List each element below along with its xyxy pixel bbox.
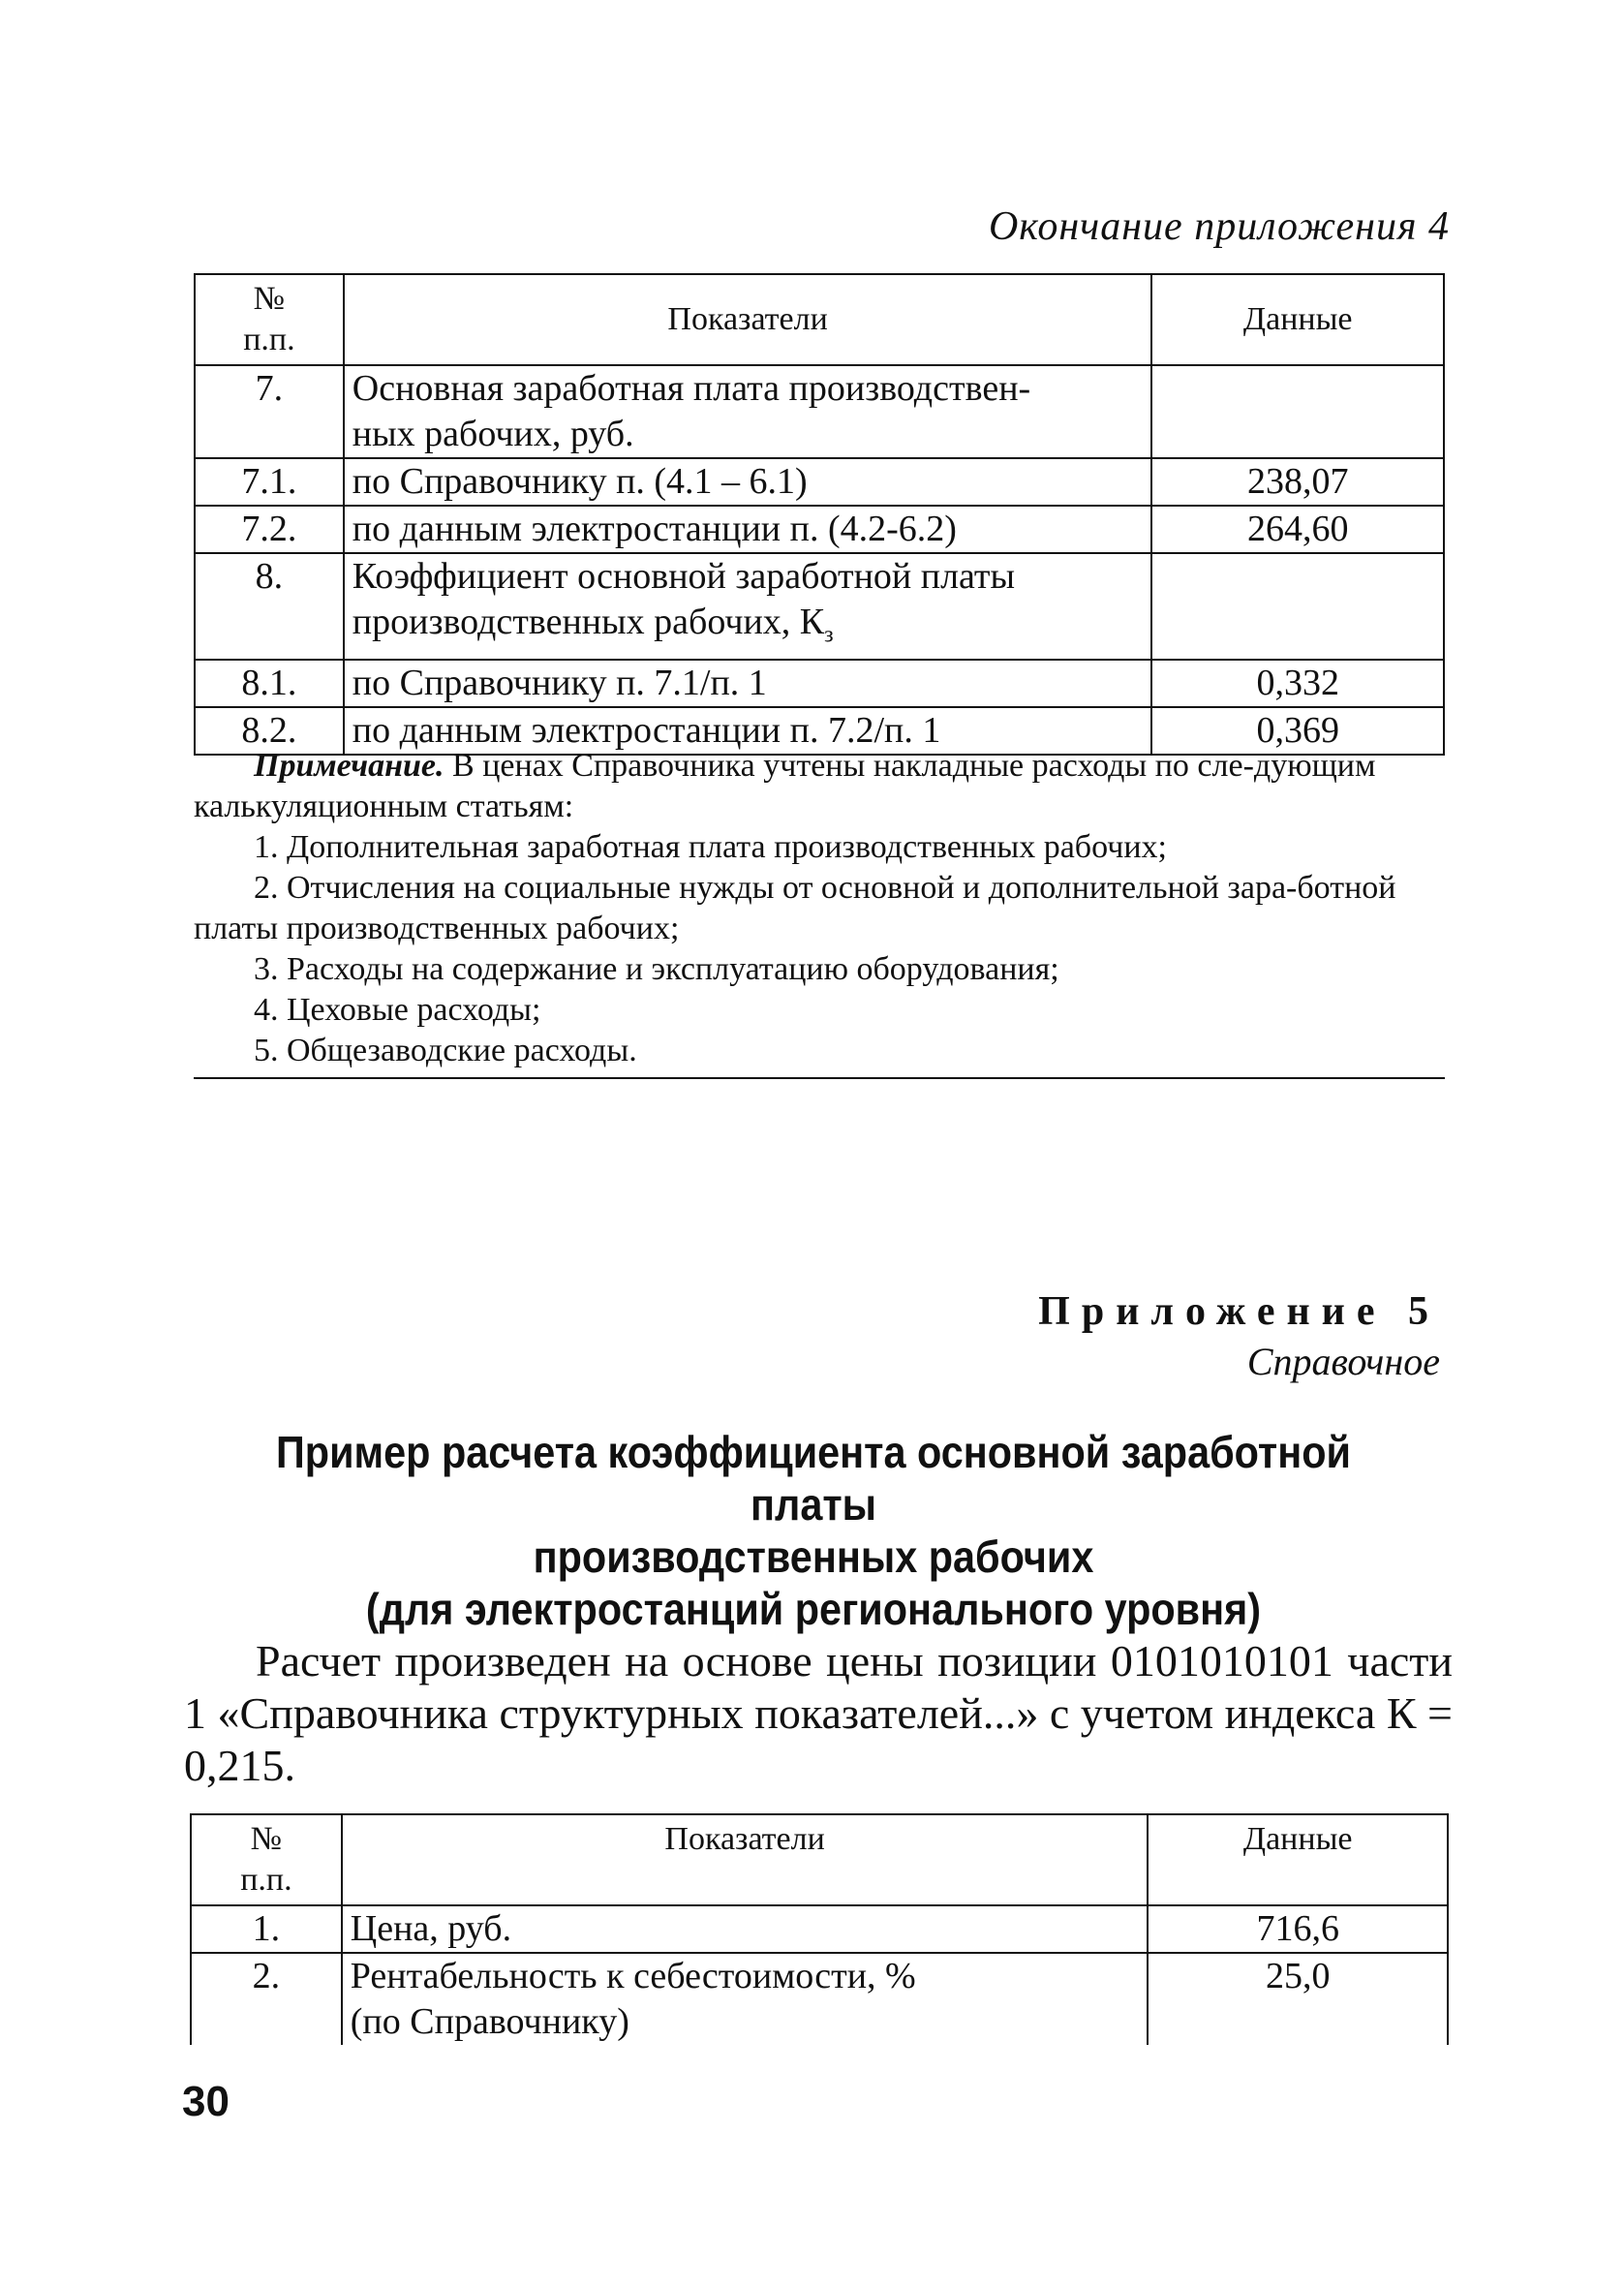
heading-line-2: производственных рабочих <box>533 1531 1094 1582</box>
row-indicator: Рентабельность к себестоимости, % (по Справочнику) <box>342 1953 1149 2045</box>
row-value: 0,369 <box>1151 707 1444 755</box>
table-1 <box>194 273 1445 756</box>
appendix-subtitle: Справочное <box>1246 1340 1440 1383</box>
divider <box>194 1077 1445 1079</box>
row-indicator-text: Коэффициент основной заработной платы производственных рабочих, К <box>352 556 1016 642</box>
continuation-title: Окончание приложения 4 <box>988 204 1450 249</box>
body-paragraph-text: Расчет произведен на основе цены позиции 0101010101 части 1 «Справочника структурных показателей...» с учетом индекса К = 0,215. <box>184 1636 1453 1790</box>
row-indicator: по данным электростанции п. 7.2/п. 1 <box>344 707 1152 755</box>
row-num: 8. <box>195 553 344 660</box>
row-indicator: по Справочнику п. 7.1/п. 1 <box>344 660 1152 707</box>
row-num: 8.2. <box>195 707 344 755</box>
row-indicator <box>344 553 1152 660</box>
col-header-num: № п.п. <box>195 274 344 365</box>
note-item: 5. Общезаводские расходы. <box>254 1033 637 1068</box>
table-2 <box>190 1813 1449 2045</box>
row-num: 7.1. <box>195 458 344 506</box>
row-indicator: по данным электростанции п. (4.2-6.2) <box>344 506 1152 553</box>
heading-line-1: Пример расчета коэффициента основной заработной платы <box>276 1427 1351 1530</box>
page-number: 30 <box>182 2078 230 2125</box>
col-header-indicator: Показатели <box>344 274 1152 365</box>
row-value <box>1151 365 1444 458</box>
row-num: 1. <box>191 1905 342 1953</box>
table-row <box>195 458 1444 506</box>
section-heading <box>212 1426 1415 1635</box>
row-value: 0,332 <box>1151 660 1444 707</box>
col-header-value: Данные <box>1148 1814 1448 1905</box>
note-item: 4. Цеховые расходы; <box>254 992 541 1028</box>
row-num: 2. <box>191 1953 342 2045</box>
row-value: 716,6 <box>1148 1905 1448 1953</box>
table-row <box>195 365 1444 458</box>
table-row <box>191 1905 1448 1953</box>
table-row <box>195 506 1444 553</box>
row-indicator: Цена, руб. <box>342 1905 1149 1953</box>
table-row <box>195 660 1444 707</box>
table-row <box>191 1953 1448 2045</box>
body-paragraph <box>184 1635 1453 1792</box>
note <box>194 746 1443 827</box>
heading-line-3: (для электростанций регионального уровня) <box>365 1584 1262 1634</box>
row-num: 7.2. <box>195 506 344 553</box>
row-value: 238,07 <box>1151 458 1444 506</box>
table-2-header <box>191 1814 1448 1905</box>
col-header-indicator: Показатели <box>342 1814 1149 1905</box>
row-value: 25,0 <box>1148 1953 1448 2045</box>
table-1-header <box>195 274 1444 365</box>
row-num: 8.1. <box>195 660 344 707</box>
appendix-label: Приложение 5 <box>1038 1289 1440 1334</box>
col-header-num: № п.п. <box>191 1814 342 1905</box>
note-text: В ценах Справочника учтены накладные расходы по сле-дующим калькуляционным статьям: <box>194 748 1376 824</box>
note-item: 2. Отчисления на социальные нужды от основной и дополнительной зара-ботной платы производственных рабочих; <box>194 870 1396 946</box>
row-value <box>1151 553 1444 660</box>
col-header-value: Данные <box>1151 274 1444 365</box>
note-label: Примечание. <box>254 748 444 784</box>
row-indicator: Основная заработная плата производствен- ных рабочих, руб. <box>344 365 1152 458</box>
row-value: 264,60 <box>1151 506 1444 553</box>
note-item: 3. Расходы на содержание и эксплуатацию оборудования; <box>254 951 1059 987</box>
row-num: 7. <box>195 365 344 458</box>
row-indicator-subscript: з <box>824 622 834 648</box>
note-item: 1. Дополнительная заработная плата производственных рабочих; <box>254 829 1167 865</box>
table-row <box>195 553 1444 660</box>
row-indicator: по Справочнику п. (4.1 – 6.1) <box>344 458 1152 506</box>
